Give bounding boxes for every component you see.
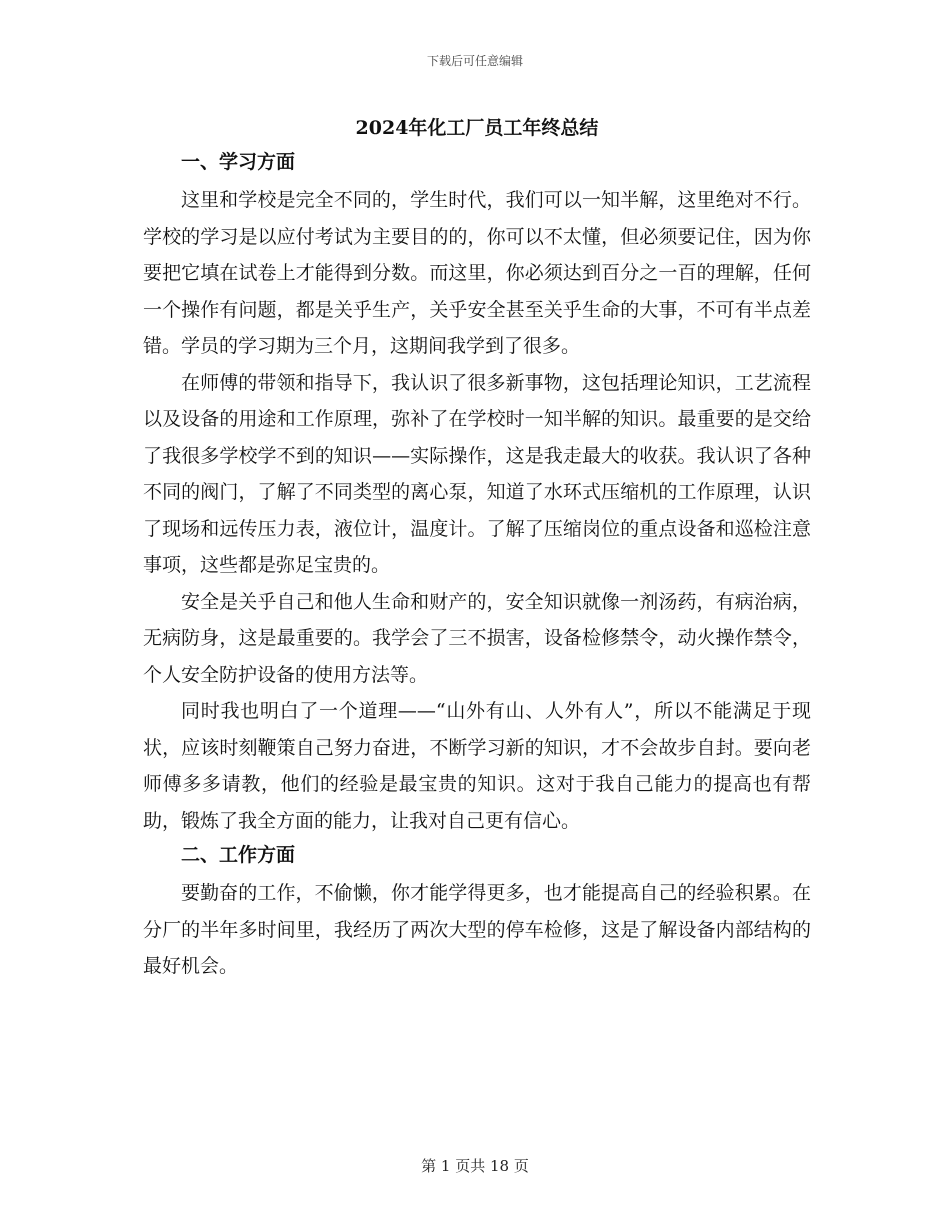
- paragraph: 要勤奋的工作，不偷懒，你才能学得更多，也才能提高自己的经验积累。在分厂的半年多时间里，我经历了两次大型的停车检修，这是了解设备内部结构的最好机会。: [143, 882, 811, 977]
- document-title: 2024年化工厂员工年终总结: [355, 117, 599, 139]
- paragraph: 在师傅的带领和指导下，我认识了很多新事物，这包括理论知识，工艺流程以及设备的用途和工作原理，弥补了在学校时一知半解的知识。最重要的是交给了我很多学校学不到的知识——实际操作，这是我走最大的收获。我认识了各种不同的阀门，了解了不同类型的离心泵，知道了水环式压缩机的工作原理，认识了现场和远传压力表，液位计，温度计。了解了压缩岗位的重点设备和巡检注意事项，这些都是弥足宝贵的。: [143, 371, 811, 576]
- section-heading: 二、工作方面: [181, 844, 296, 866]
- document-body: [143, 112, 811, 985]
- page-footer: 第 1 页共 18 页: [421, 1157, 529, 1175]
- section-heading: 一、学习方面: [181, 151, 296, 173]
- header-note: 下载后可任意编辑: [426, 54, 523, 68]
- section-work: [143, 839, 811, 985]
- paragraph: 安全是关乎自己和他人生命和财产的，安全知识就像一剂汤药，有病治病，无病防身，这是最重要的。我学会了三不损害，设备检修禁令，动火操作禁令，个人安全防护设备的使用方法等。: [143, 590, 811, 686]
- paragraph: 这里和学校是完全不同的，学生时代，我们可以一知半解，这里绝对不行。学校的学习是以应付考试为主要目的的，你可以不太懂，但必须要记住，因为你要把它填在试卷上才能得到分数。而这里，你必须达到百分之一百的理解，任何一个操作有问题，都是关乎生产，关乎安全甚至关乎生命的大事，不可有半点差错。学员的学习期为三个月，这期间我学到了很多。: [143, 189, 811, 357]
- paragraph: 同时我也明白了一个道理——“山外有山、人外有人”，所以不能满足于现状，应该时刻鞭策自己努力奋进，不断学习新的知识，才不会故步自封。要向老师傅多多请教，他们的经验是最宝贵的知识。这对于我自己能力的提高也有帮助，锻炼了我全方面的能力，让我对自己更有信心。: [143, 700, 811, 832]
- section-study: [143, 146, 811, 839]
